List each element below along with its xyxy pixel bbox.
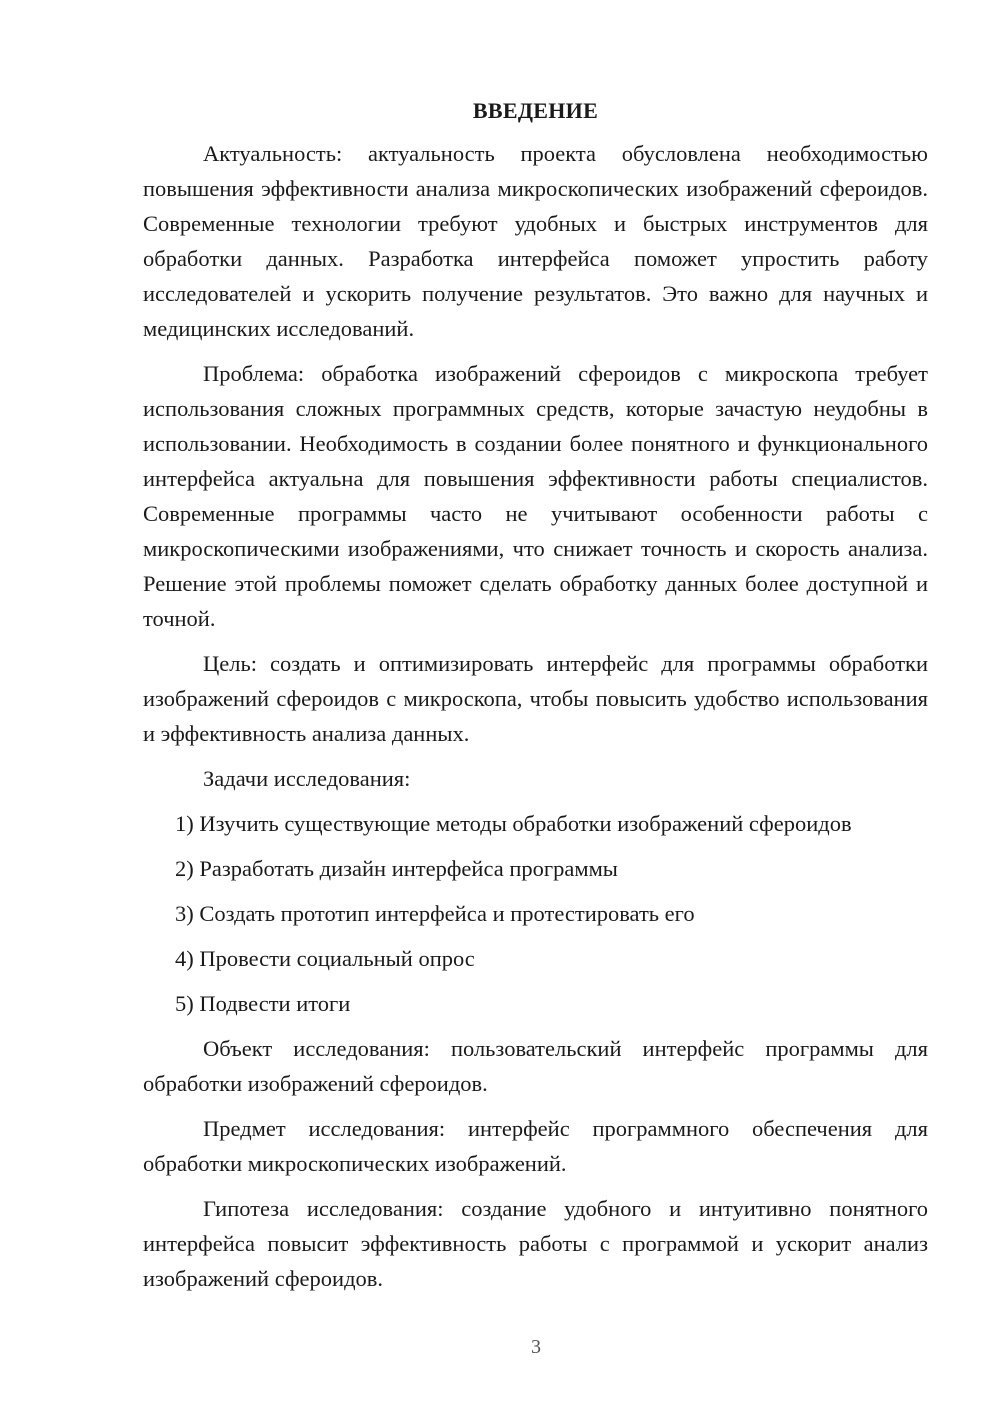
section-heading: ВВЕДЕНИЕ	[472, 98, 599, 123]
page-number: 3	[531, 1336, 541, 1358]
subject-paragraph: Предмет исследования: интерфейс программного обеспечения для обработки микроскопических изображений.	[143, 1116, 928, 1176]
tasks-list	[143, 806, 928, 1021]
task-item-5: 5) Подвести итоги	[175, 991, 351, 1016]
task-item-3: 3) Создать прототип интерфейса и протестировать его	[175, 901, 695, 926]
problem-paragraph: Проблема: обработка изображений сфероидов с микроскопа требует использования сложных программных средств, которые зачастую неудобны в использовании. Необходимость в создании более понятного и функционального интерфейса актуальна для повышения эффективности работы специалистов. Современные программы часто не учитывают особенности работы с микроскопическими изображениями, что снижает точность и скорость анализа. Решение этой проблемы поможет сделать обработку данных более доступной и точной.	[143, 361, 928, 631]
object-paragraph: Объект исследования: пользовательский интерфейс программы для обработки изображений сфероидов.	[143, 1036, 928, 1096]
hypothesis-paragraph: Гипотеза исследования: создание удобного и интуитивно понятного интерфейса повысит эффективность работы с программой и ускорит анализ изображений сфероидов.	[143, 1196, 928, 1291]
tasks-title: Задачи исследования:	[203, 766, 411, 791]
task-item-4: 4) Провести социальный опрос	[175, 946, 475, 971]
task-item-1: 1) Изучить существующие методы обработки изображений сфероидов	[175, 811, 852, 836]
task-item-2: 2) Разработать дизайн интерфейса программы	[175, 856, 618, 881]
relevance-paragraph: Актуальность: актуальность проекта обусловлена необходимостью повышения эффективности анализа микроскопических изображений сфероидов. Современные технологии требуют удобных и быстрых инструментов для обработки данных. Разработка интерфейса поможет упростить работу исследователей и ускорить получение результатов. Это важно для научных и медицинских исследований.	[143, 141, 928, 341]
goal-paragraph: Цель: создать и оптимизировать интерфейс для программы обработки изображений сфероидов с микроскопа, чтобы повысить удобство использования и эффективность анализа данных.	[143, 651, 928, 746]
page-content	[143, 96, 928, 1306]
